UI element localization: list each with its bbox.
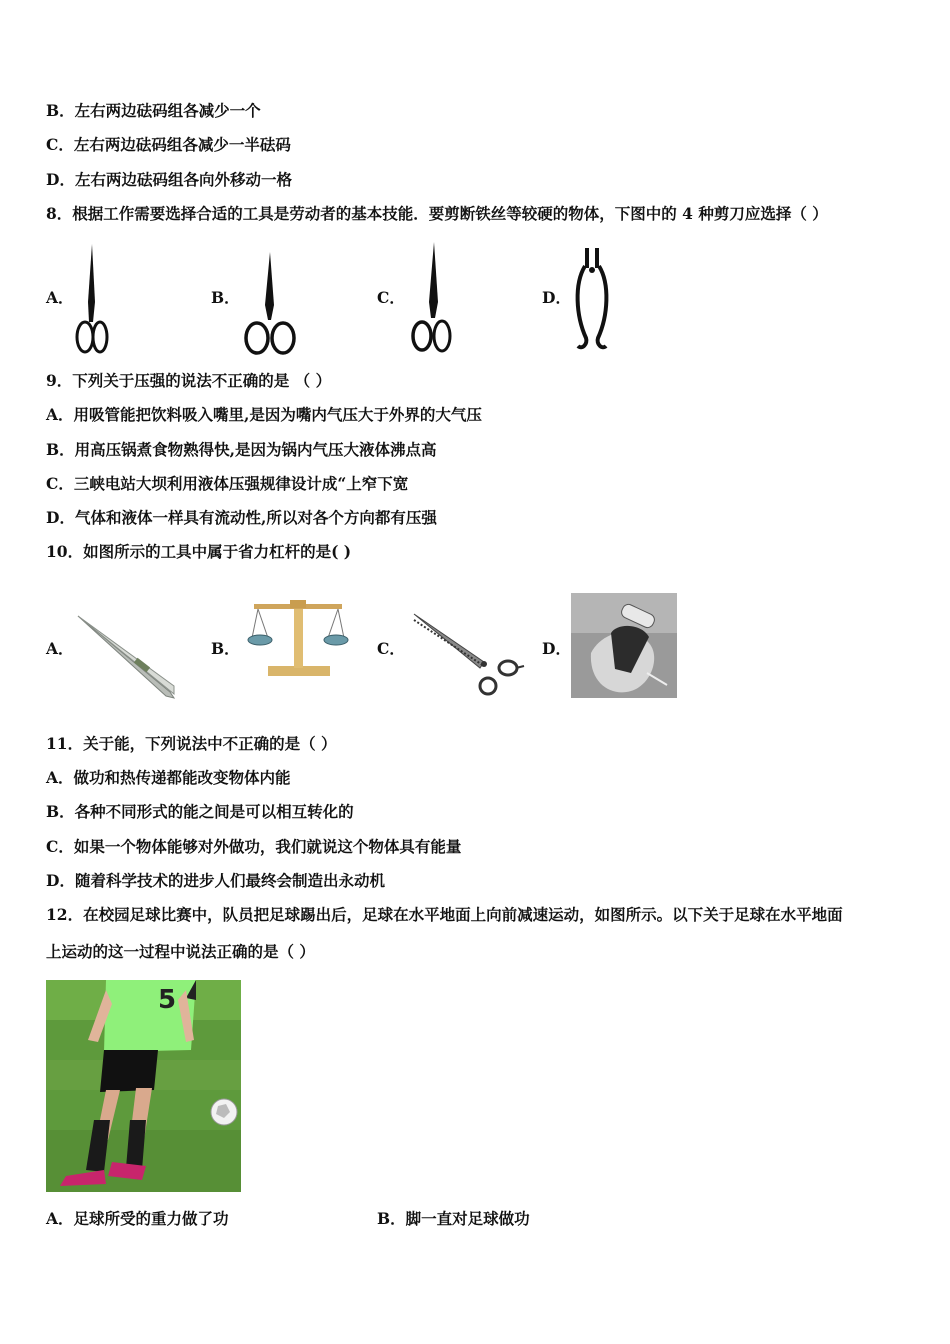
football-player-photo [46,980,241,1192]
q9-stem: 9．下列关于压强的说法不正确的是 （ ） [46,371,332,390]
q8-label-a: A． [46,288,74,307]
scissors-c-image [408,240,454,356]
q10-label-d: D． [542,639,571,658]
q7-option-b: B．左右两边砝码组各减少一个 [46,101,261,120]
q8-label-c: C． [377,288,405,307]
q12-option-a: A．足球所受的重力做了功 [46,1209,229,1228]
thinning-scissors-image [412,610,528,700]
scissors-b-image [243,250,297,358]
wire-cutter-d-image [570,246,614,358]
tweezers-image [74,612,178,702]
q12-stem-line1: 12．在校园足球比赛中，队员把足球踢出后，足球在水平地面上向前减速运动，如图所示。以下关于足球在水平地面 [46,905,843,924]
q12-stem-line2: 上运动的这一过程中说法正确的是（ ） [46,942,315,961]
q11-option-a: A．做功和热传递都能改变物体内能 [46,768,291,787]
q11-stem: 11．关于能，下列说法中不正确的是（ ） [46,734,337,753]
q8-stem: 8．根据工作需要选择合适的工具是劳动者的基本技能．要剪断铁丝等较硬的物体，下图中的 4 种剪刀应选择（ ） [46,204,828,223]
bottle-opener-photo [571,593,677,698]
q10-label-b: B． [211,639,240,658]
scissors-a-image [72,242,112,357]
q12-option-b: B．脚一直对足球做功 [377,1209,530,1228]
jersey-number: 5 [158,985,177,1015]
q9-option-b: B．用高压锅煮食物熟得快,是因为锅内气压大液体沸点高 [46,440,437,459]
balance-scale-image [246,596,350,678]
q11-option-c: C．如果一个物体能够对外做功，我们就说这个物体具有能量 [46,837,462,856]
q8-label-b: B． [211,288,240,307]
q7-option-d: D．左右两边砝码组各向外移动一格 [46,170,292,189]
q11-option-b: B．各种不同形式的能之间是可以相互转化的 [46,802,354,821]
q9-option-d: D．气体和液体一样具有流动性,所以对各个方向都有压强 [46,508,437,527]
q9-option-a: A．用吸管能把饮料吸入嘴里,是因为嘴内气压大于外界的大气压 [46,405,482,424]
q8-label-d: D． [542,288,571,307]
q11-option-d: D．随着科学技术的进步人们最终会制造出永动机 [46,871,385,890]
q10-label-a: A． [46,639,74,658]
q10-label-c: C． [377,639,405,658]
q10-stem: 10．如图所示的工具中属于省力杠杆的是( ) [46,542,352,561]
q7-option-c: C．左右两边砝码组各减少一半砝码 [46,135,291,154]
q9-option-c: C．三峡电站大坝利用液体压强规律设计成“上窄下宽 [46,474,409,493]
